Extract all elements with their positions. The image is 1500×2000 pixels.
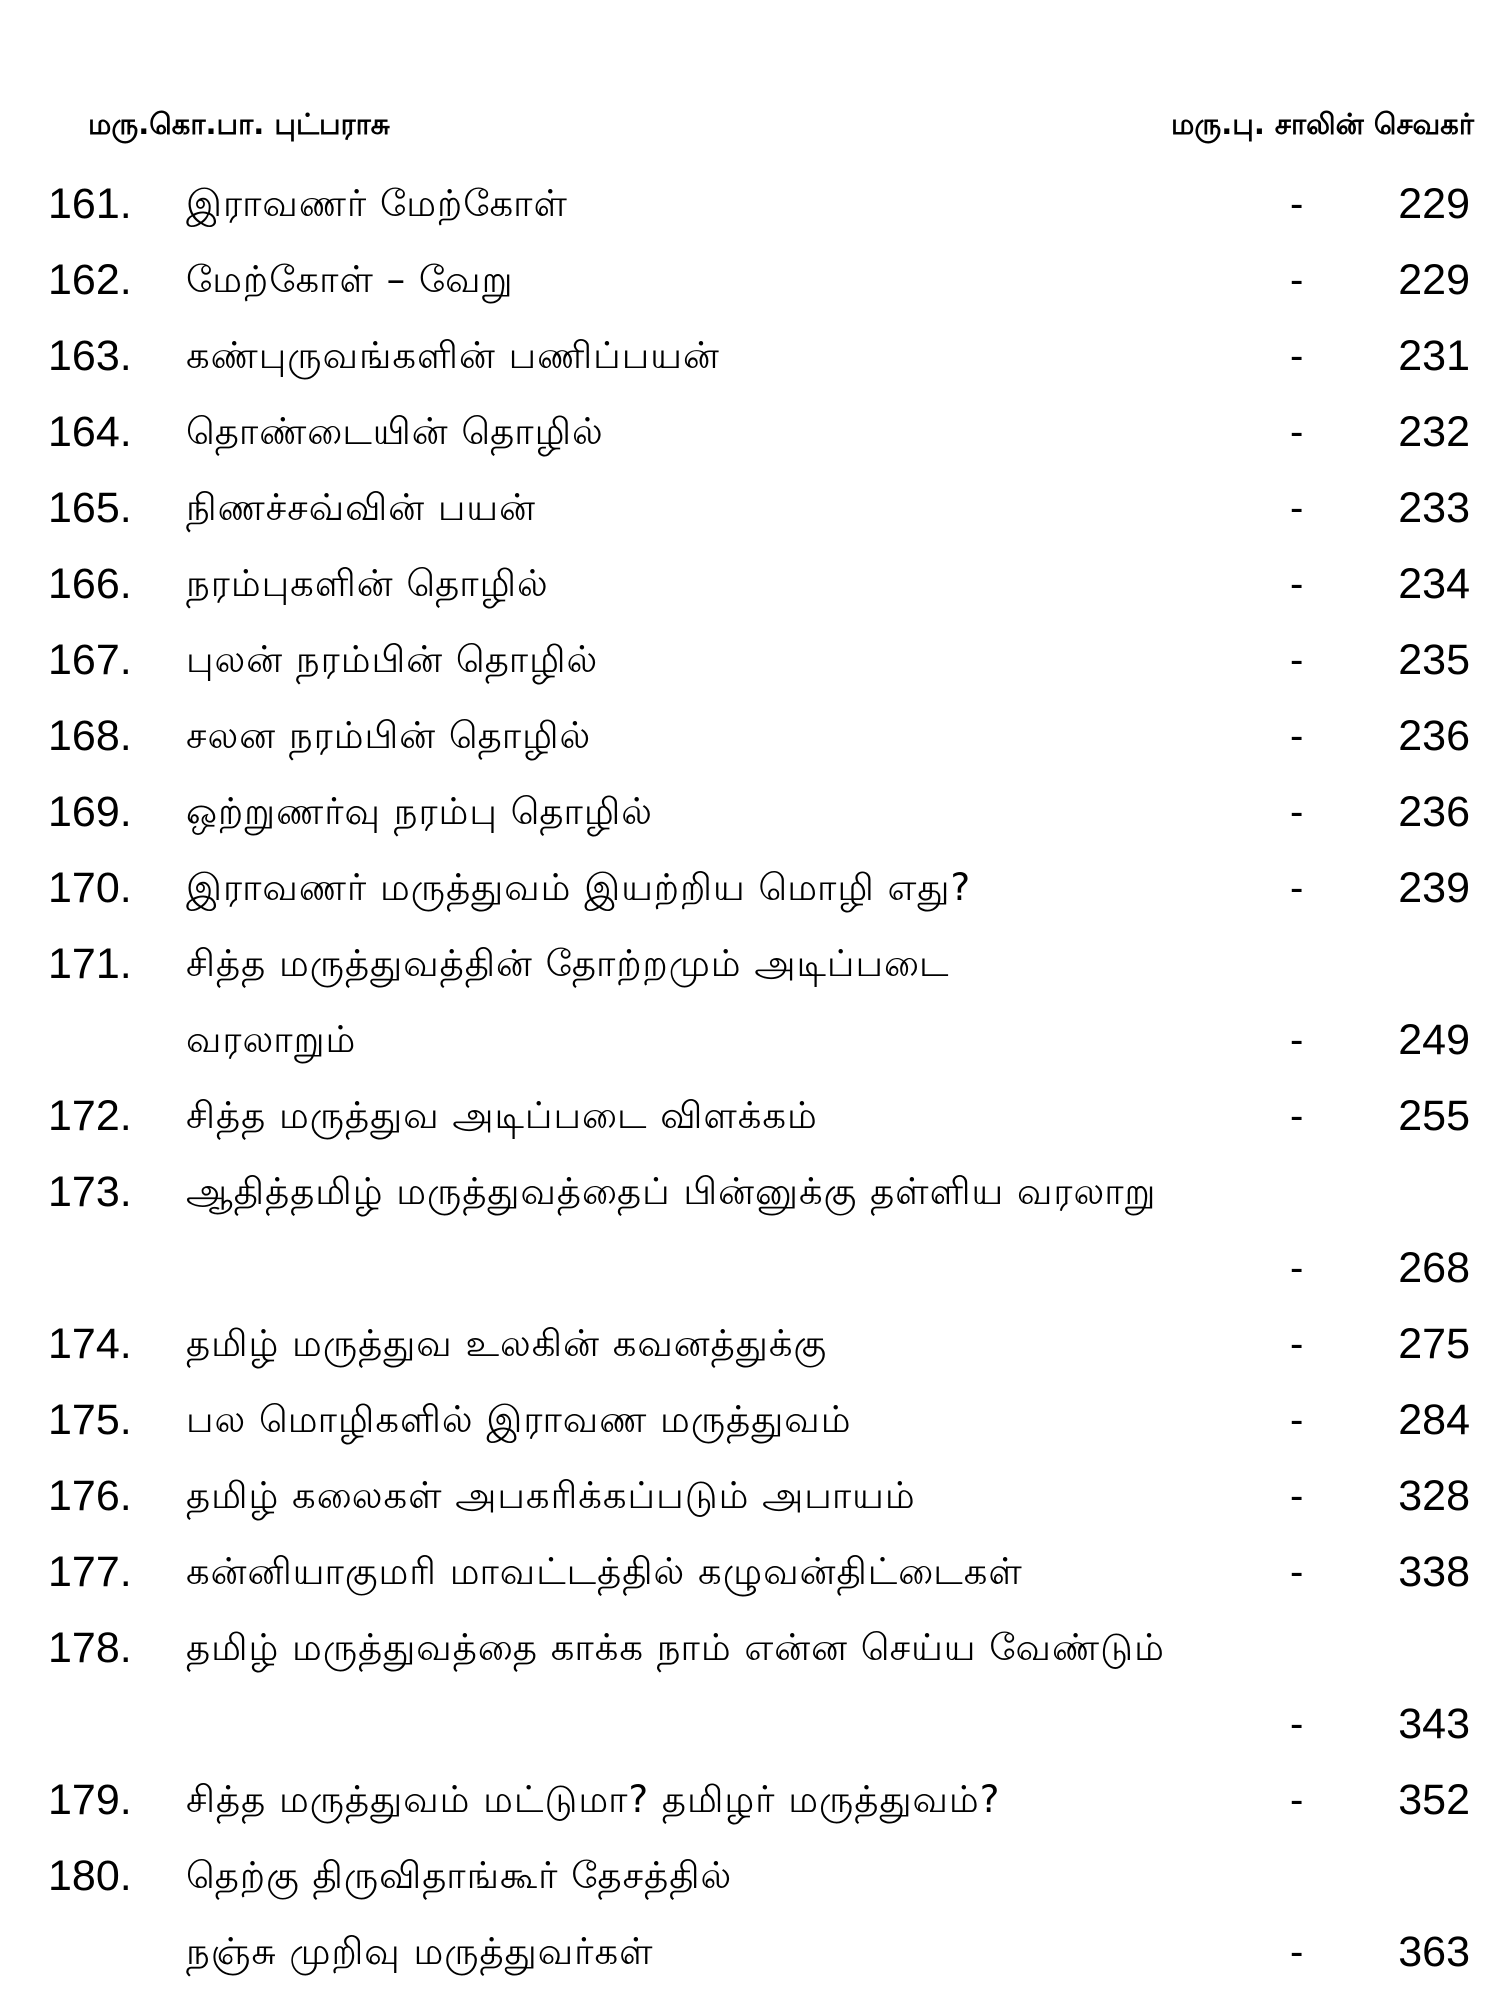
entry-dash: - bbox=[1290, 866, 1304, 910]
entry-dash: - bbox=[1290, 1778, 1304, 1822]
entry-number: 175. bbox=[48, 1396, 132, 1444]
entry-title: சித்த மருத்துவம் மட்டுமா? தமிழர் மருத்துவம்? bbox=[186, 1778, 1001, 1821]
entry-title: இராவணர் மேற்கோள் bbox=[186, 182, 568, 225]
entry-dash: - bbox=[1290, 1930, 1304, 1974]
entry-dash: - bbox=[1290, 1018, 1304, 1062]
entry-page: 235 bbox=[1398, 636, 1470, 684]
entry-page: 268 bbox=[1398, 1244, 1470, 1292]
entry-number: 179. bbox=[48, 1776, 132, 1824]
entry-number: 163. bbox=[48, 332, 132, 380]
entry-dash: - bbox=[1290, 334, 1304, 378]
entry-page: 338 bbox=[1398, 1548, 1470, 1596]
entry-title: மேற்கோள் – வேறு bbox=[186, 258, 514, 301]
entry-number: 164. bbox=[48, 408, 132, 456]
entry-dash: - bbox=[1290, 638, 1304, 682]
entry-number: 165. bbox=[48, 484, 132, 532]
entry-dash: - bbox=[1290, 562, 1304, 606]
entry-number: 168. bbox=[48, 712, 132, 760]
entry-title: தமிழ் மருத்துவ உலகின் கவனத்துக்கு bbox=[186, 1322, 828, 1365]
entry-title: சித்த மருத்துவத்தின் தோற்றமும் அடிப்படை bbox=[186, 942, 950, 985]
entry-page: 229 bbox=[1398, 256, 1470, 304]
author-right: மரு.பு. சாலின் செவகர் bbox=[1171, 107, 1474, 141]
entry-title: கன்னியாகுமரி மாவட்டத்தில் கழுவன்திட்டைகள் bbox=[186, 1550, 1023, 1593]
entry-dash: - bbox=[1290, 790, 1304, 834]
entry-number: 170. bbox=[48, 864, 132, 912]
entry-title: நரம்புகளின் தொழில் bbox=[186, 562, 549, 605]
entry-title: தமிழ் கலைகள் அபகரிக்கப்படும் அபாயம் bbox=[186, 1474, 916, 1517]
entry-page: 249 bbox=[1398, 1016, 1470, 1064]
entry-page: 343 bbox=[1398, 1700, 1470, 1748]
entry-number: 161. bbox=[48, 180, 132, 228]
entry-dash: - bbox=[1290, 258, 1304, 302]
entry-number: 177. bbox=[48, 1548, 132, 1596]
entry-dash: - bbox=[1290, 182, 1304, 226]
entry-number: 176. bbox=[48, 1472, 132, 1520]
entry-page: 231 bbox=[1398, 332, 1470, 380]
entry-dash: - bbox=[1290, 1550, 1304, 1594]
entry-number: 167. bbox=[48, 636, 132, 684]
entry-page: 328 bbox=[1398, 1472, 1470, 1520]
entry-page: 229 bbox=[1398, 180, 1470, 228]
entry-dash: - bbox=[1290, 1702, 1304, 1746]
entry-title: நிணச்சவ்வின் பயன் bbox=[186, 486, 536, 529]
entry-number: 180. bbox=[48, 1852, 132, 1900]
entry-page: 363 bbox=[1398, 1928, 1470, 1976]
entry-page: 255 bbox=[1398, 1092, 1470, 1140]
entry-dash: - bbox=[1290, 486, 1304, 530]
entry-page: 275 bbox=[1398, 1320, 1470, 1368]
entry-title: கண்புருவங்களின் பணிப்பயன் bbox=[186, 334, 720, 377]
entry-page: 232 bbox=[1398, 408, 1470, 456]
entry-number: 174. bbox=[48, 1320, 132, 1368]
entry-number: 173. bbox=[48, 1168, 132, 1216]
entry-dash: - bbox=[1290, 1474, 1304, 1518]
entry-page: 284 bbox=[1398, 1396, 1470, 1444]
entry-page: 234 bbox=[1398, 560, 1470, 608]
entry-number: 166. bbox=[48, 560, 132, 608]
entry-dash: - bbox=[1290, 1246, 1304, 1290]
entry-page: 236 bbox=[1398, 788, 1470, 836]
entry-title: இராவணர் மருத்துவம் இயற்றிய மொழி எது? bbox=[186, 866, 972, 909]
entry-title: பல மொழிகளில் இராவண மருத்துவம் bbox=[186, 1398, 852, 1441]
entry-number: 162. bbox=[48, 256, 132, 304]
entry-title: சித்த மருத்துவ அடிப்படை விளக்கம் bbox=[186, 1094, 818, 1137]
entry-number: 172. bbox=[48, 1092, 132, 1140]
entry-page: 236 bbox=[1398, 712, 1470, 760]
entry-page: 352 bbox=[1398, 1776, 1470, 1824]
entry-title-continuation: நஞ்சு முறிவு மருத்துவர்கள் bbox=[186, 1930, 654, 1973]
entry-page: 233 bbox=[1398, 484, 1470, 532]
entry-number: 178. bbox=[48, 1624, 132, 1672]
entry-dash: - bbox=[1290, 1322, 1304, 1366]
entry-title: ஆதித்தமிழ் மருத்துவத்தைப் பின்னுக்கு தள்ளிய வரலாறு bbox=[186, 1170, 1157, 1213]
entry-title: புலன் நரம்பின் தொழில் bbox=[186, 638, 599, 681]
author-left: மரு.கொ.பா. புட்பராசு bbox=[88, 107, 390, 141]
entry-dash: - bbox=[1290, 410, 1304, 454]
entry-dash: - bbox=[1290, 1094, 1304, 1138]
entry-title-continuation: வரலாறும் bbox=[186, 1018, 357, 1061]
entry-dash: - bbox=[1290, 714, 1304, 758]
entry-number: 169. bbox=[48, 788, 132, 836]
entry-title: ஒற்றுணர்வு நரம்பு தொழில் bbox=[186, 790, 653, 833]
entry-title: தெற்கு திருவிதாங்கூர் தேசத்தில் bbox=[186, 1854, 733, 1897]
entry-title: தொண்டையின் தொழில் bbox=[186, 410, 604, 453]
entry-page: 239 bbox=[1398, 864, 1470, 912]
entry-dash: - bbox=[1290, 1398, 1304, 1442]
entry-title: தமிழ் மருத்துவத்தை காக்க நாம் என்ன செய்ய வேண்டும் bbox=[186, 1626, 1165, 1669]
entry-number: 171. bbox=[48, 940, 132, 988]
entry-title: சலன நரம்பின் தொழில் bbox=[186, 714, 592, 757]
